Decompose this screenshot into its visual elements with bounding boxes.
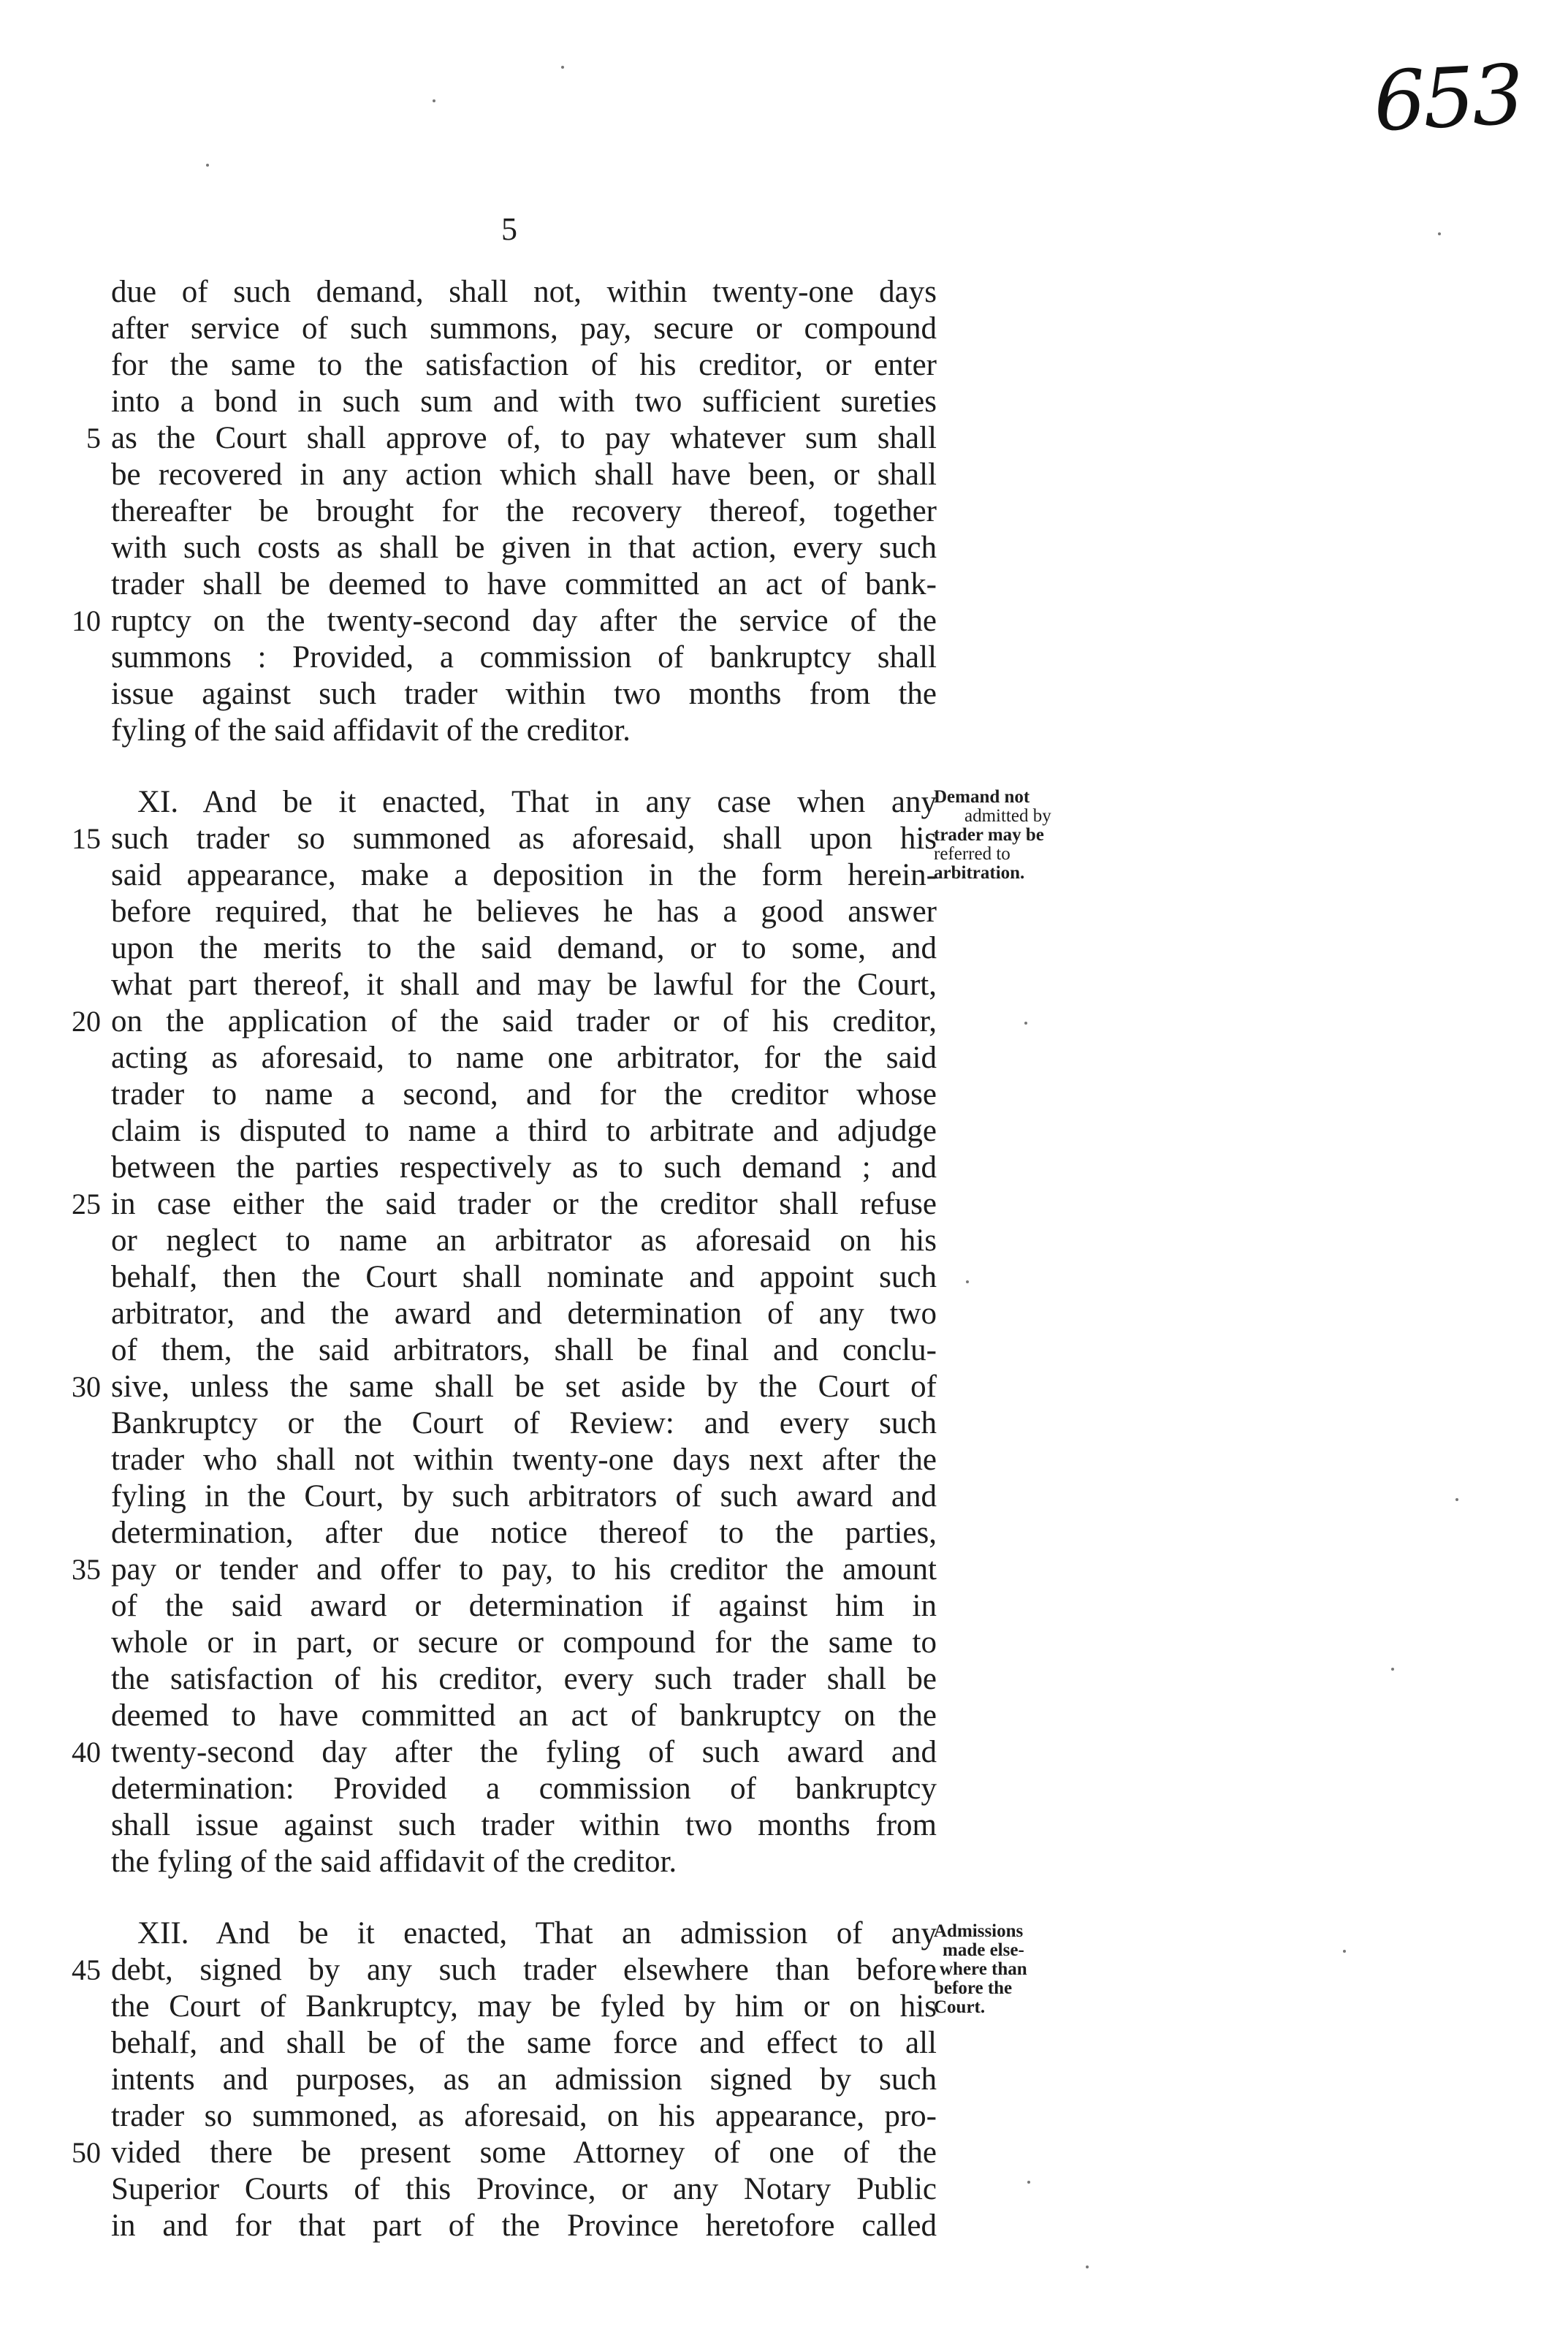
- text-line: issue against such trader within two months from the: [111, 677, 937, 711]
- margin-note-line: Demand not: [934, 787, 1030, 807]
- line-number: 45: [72, 1953, 101, 1986]
- scan-speck: [1455, 1498, 1458, 1501]
- text-line: such trader so summoned as aforesaid, shall upon his: [111, 821, 937, 856]
- line-number: 35: [72, 1553, 101, 1586]
- text-line: summons : Provided, a commission of bankruptcy shall: [111, 640, 937, 675]
- margin-note-line: trader may be: [934, 825, 1044, 845]
- text-line: arbitrator, and the award and determination of any two: [111, 1296, 937, 1331]
- text-line: for the same to the satisfaction of his creditor, or enter: [111, 348, 937, 382]
- text-line: determination, after due notice thereof to the parties,: [111, 1516, 937, 1550]
- page-number: 5: [501, 211, 517, 247]
- margin-note-line: referred to: [934, 844, 1011, 864]
- line-number: 5: [86, 422, 101, 455]
- text-line: said appearance, make a deposition in the form herein-: [111, 858, 937, 892]
- text-line: the satisfaction of his creditor, every such trader shall be: [111, 1662, 937, 1696]
- text-line: after service of such summons, pay, secure or compound: [111, 311, 937, 346]
- text-line: trader who shall not within twenty-one days next after the: [111, 1443, 937, 1477]
- text-line: or neglect to name an arbitrator as aforesaid on his: [111, 1223, 937, 1258]
- text-line: as the Court shall approve of, to pay whatever sum shall: [111, 421, 937, 455]
- scan-speck: [966, 1280, 969, 1283]
- text-line: of them, the said arbitrators, shall be final and conclu-: [111, 1333, 937, 1367]
- text-line: in and for that part of the Province heretofore called: [111, 2208, 937, 2243]
- text-line: twenty-second day after the fyling of such award and: [111, 1735, 937, 1769]
- text-line: shall issue against such trader within two months from: [111, 1808, 937, 1842]
- text-line: behalf, then the Court shall nominate and appoint such: [111, 1260, 937, 1294]
- scan-speck: [433, 99, 435, 102]
- line-number: 50: [72, 2136, 101, 2169]
- margin-note-line: where than: [940, 1959, 1027, 1979]
- text-line: sive, unless the same shall be set aside by the Court of: [111, 1370, 937, 1404]
- text-line: trader shall be deemed to have committed an act of bank-: [111, 567, 937, 601]
- line-number: 20: [72, 1005, 101, 1038]
- text-line: fyling of the said affidavit of the creditor.: [111, 713, 631, 748]
- text-line: before required, that he believes he has a good answer: [111, 895, 937, 929]
- text-line: behalf, and shall be of the same force and effect to all: [111, 2026, 937, 2060]
- line-number: 25: [72, 1188, 101, 1220]
- text-line: trader to name a second, and for the creditor whose: [111, 1077, 937, 1112]
- text-line: ruptcy on the twenty-second day after the service of the: [111, 604, 937, 638]
- scan-speck: [1086, 2265, 1089, 2268]
- text-line: of the said award or determination if against him in: [111, 1589, 937, 1623]
- text-line: whole or in part, or secure or compound for the same to: [111, 1625, 937, 1660]
- scan-speck: [1343, 1950, 1346, 1953]
- text-line: into a bond in such sum and with two sufficient sureties: [111, 384, 937, 419]
- handwritten-folio-number: 653: [1371, 47, 1524, 151]
- margin-note-line: made else-: [943, 1940, 1024, 1960]
- scan-speck: [561, 66, 564, 69]
- text-line: the fyling of the said affidavit of the creditor.: [111, 1845, 677, 1879]
- text-line: thereafter be brought for the recovery thereof, together: [111, 494, 937, 528]
- margin-note-line: admitted by: [964, 806, 1051, 826]
- text-line: acting as aforesaid, to name one arbitrator, for the said: [111, 1041, 937, 1075]
- text-line: the Court of Bankruptcy, may be fyled by him or on his: [111, 1989, 937, 2024]
- text-line: be recovered in any action which shall have been, or shall: [111, 457, 937, 492]
- text-line: intents and purposes, as an admission signed by such: [111, 2062, 937, 2097]
- text-line: in case either the said trader or the creditor shall refuse: [111, 1187, 937, 1221]
- margin-note-line: Admissions: [934, 1921, 1024, 1941]
- text-line: with such costs as shall be given in that action, every such: [111, 531, 937, 565]
- margin-note-line: Court.: [934, 1997, 986, 2017]
- text-line: between the parties respectively as to such demand ; and: [111, 1150, 937, 1185]
- line-number: 10: [72, 604, 101, 637]
- text-line: Superior Courts of this Province, or any Notary Public: [111, 2172, 937, 2206]
- text-line: pay or tender and offer to pay, to his creditor the amount: [111, 1552, 937, 1587]
- line-number: 30: [72, 1370, 101, 1403]
- text-line: on the application of the said trader or of his creditor,: [111, 1004, 937, 1038]
- text-line: fyling in the Court, by such arbitrators of such award and: [111, 1479, 937, 1513]
- scan-speck: [1391, 1668, 1394, 1671]
- text-line: what part thereof, it shall and may be lawful for the Court,: [111, 968, 937, 1002]
- text-line: due of such demand, shall not, within twenty-one days: [111, 275, 937, 309]
- scan-speck: [1024, 1022, 1027, 1025]
- text-line: vided there be present some Attorney of one of the: [111, 2135, 937, 2170]
- line-number: 40: [72, 1736, 101, 1769]
- text-line: trader so summoned, as aforesaid, on his appearance, pro-: [111, 2099, 937, 2133]
- line-number: 15: [72, 822, 101, 855]
- section-xii-heading-line: XII. And be it enacted, That an admission of any: [137, 1916, 937, 1951]
- margin-note-line: arbitration.: [934, 863, 1025, 883]
- section-xi-heading-line: XI. And be it enacted, That in any case when any: [137, 785, 937, 819]
- text-line: debt, signed by any such trader elsewhere than before: [111, 1953, 937, 1987]
- scan-speck: [1438, 232, 1441, 235]
- text-line: claim is disputed to name a third to arbitrate and adjudge: [111, 1114, 937, 1148]
- text-line: upon the merits to the said demand, or to some, and: [111, 931, 937, 965]
- scan-speck: [206, 164, 209, 167]
- text-line: determination: Provided a commission of bankruptcy: [111, 1771, 937, 1806]
- scan-speck: [1027, 2181, 1030, 2184]
- text-line: deemed to have committed an act of bankruptcy on the: [111, 1698, 937, 1733]
- margin-note-line: before the: [934, 1978, 1013, 1998]
- text-line: Bankruptcy or the Court of Review: and every such: [111, 1406, 937, 1440]
